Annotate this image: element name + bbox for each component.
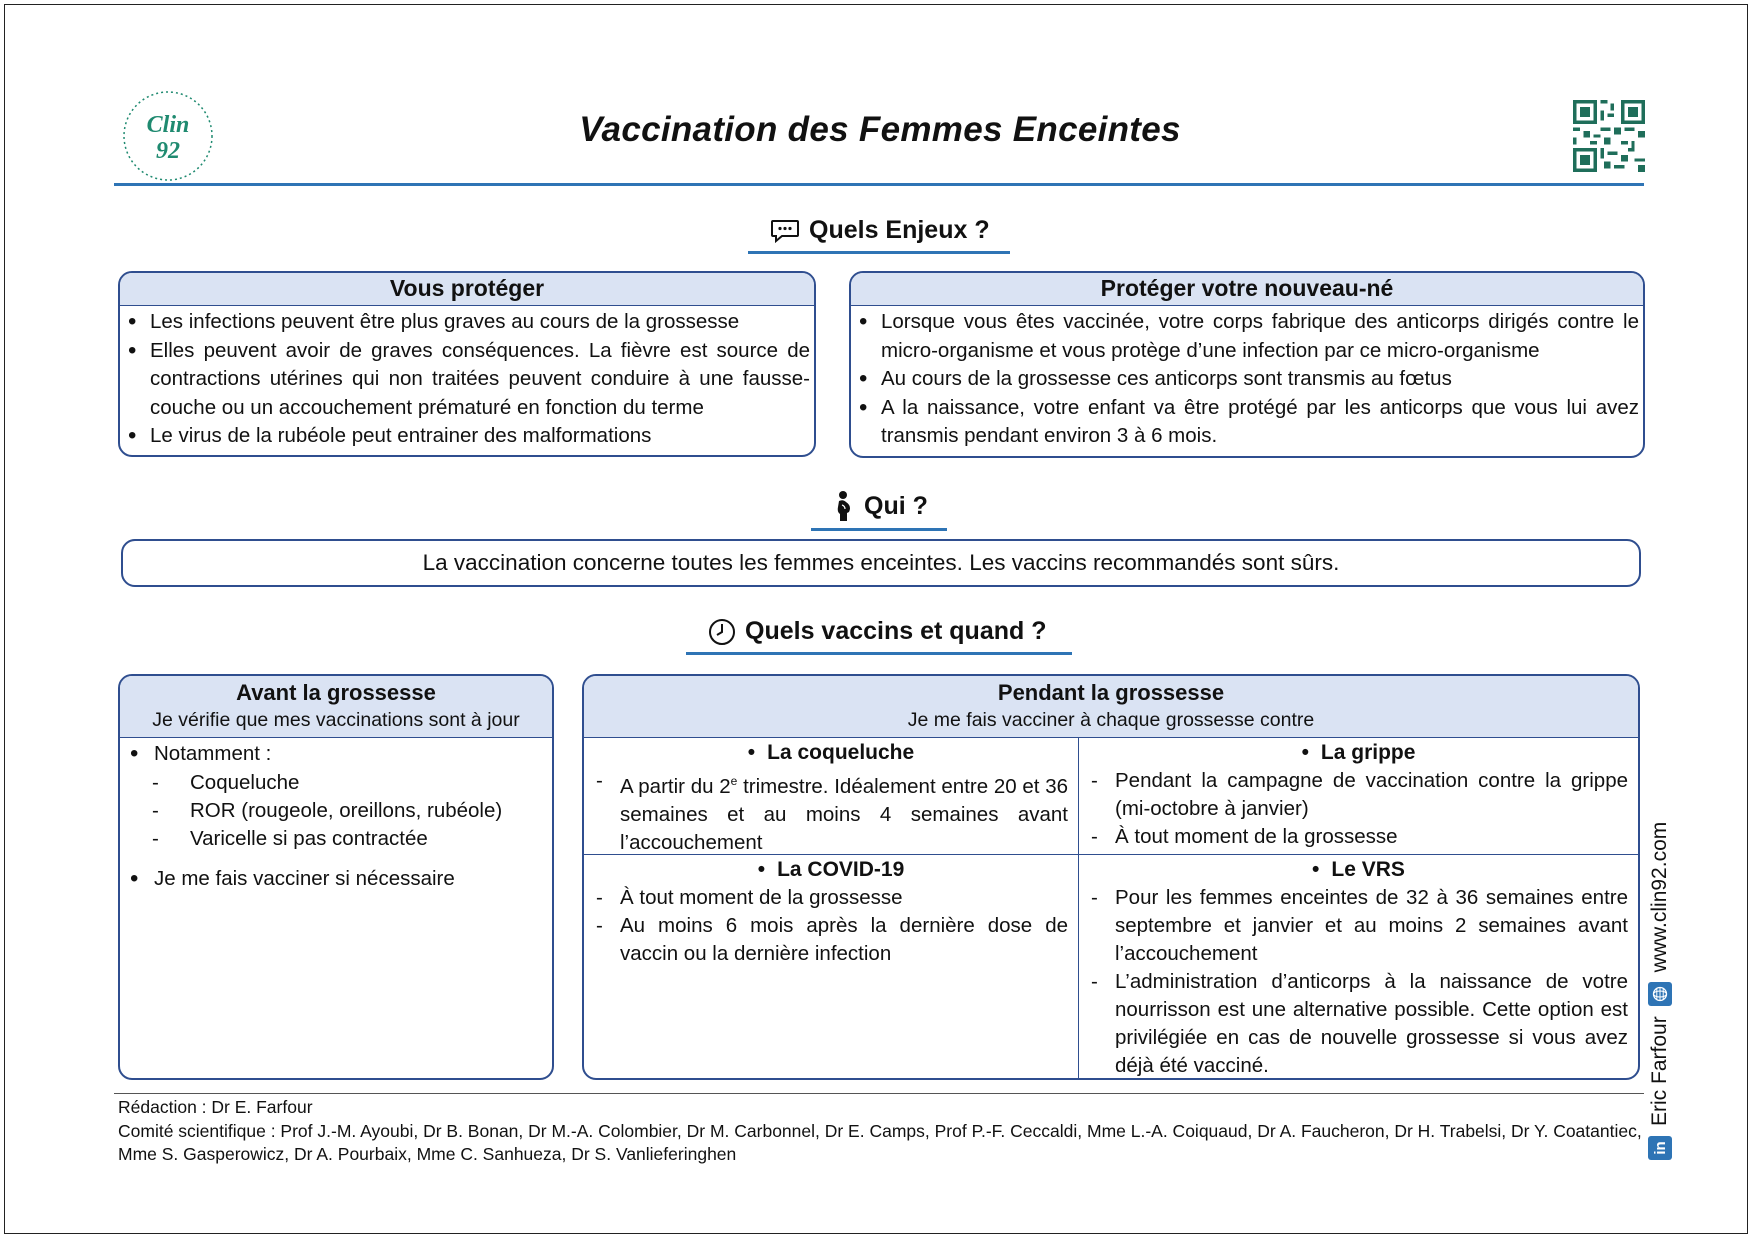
box-title: Protéger votre nouveau-né [851,273,1643,306]
speech-bubble-icon [770,219,800,243]
cell-coqueluche [584,738,1079,854]
svg-text:92: 92 [156,138,180,164]
clock-icon [708,618,736,646]
box-title: Avant la grossesse [236,680,436,705]
footer-divider [114,1093,1644,1094]
box-subtitle: Je vérifie que mes vaccinations sont à jour [152,709,520,731]
list-item: • A la naissance, votre enfant va être protégé par les anticorps que vous lui avez transmis pendant environ 3 à 6 mois. [859,394,1639,451]
footer-comite: Comité scientifique : Prof J.-M. Ayoubi, Dr B. Bonan, Dr M.-A. Colombier, Dr M. Carbonnel, Dr E. Camps, Prof P.-F. Ceccaldi, Mme L.-A. Coiquaud, Dr A. Faucheron, Dr H. Trabelsi, Dr Y. Coatantiec, Mme S. Gasperowicz, Dr A. Pourbaix, Mme C. Sanhueza, Dr S. Vanlieferinghen [118,1120,1642,1164]
list-item: • Lorsque vous êtes vaccinée, votre corps fabrique des anticorps dirigés contre le micro-organisme et vous protège d’une infection par ce micro-organisme [859,308,1639,365]
list-item: - À tout moment de la grossesse [1089,823,1628,851]
list-item: • Le virus de la rubéole peut entrainer des malformations [128,422,810,451]
box-subtitle: Je me fais vacciner à chaque grossesse contre [907,709,1315,731]
box-avant-grossesse: Avant la grossesse Je vérifie que mes vaccinations sont à jour • Notamment : - Coqueluche - ROR (rougeole, oreillons, rubéole) - Varicelle si pas contractée • Je me fais vacciner si nécessaire [118,674,554,1080]
pregnant-woman-icon [833,490,855,522]
list-item: - L’administration d’anticorps à la naissance de votre nourrisson est une alternative possible. Cette option est privilégiée en cas de nouvelle grossesse si vous avez déjà été vacciné. [1089,968,1628,1080]
qui-statement: La vaccination concerne toutes les femmes enceintes. Les vaccins recommandés sont sûrs. [121,539,1641,587]
website-link[interactable]: www.clin92.com [1648,821,1671,973]
vaccine-item: Varicelle si pas contractée [190,826,428,850]
list-item: • Les infections peuvent être plus graves au cours de la grossesse [128,308,810,337]
cell-covid [584,855,1079,1080]
footer-redaction: Rédaction : Dr E. Farfour [118,1097,313,1117]
cell-grippe [1079,738,1638,854]
list-item: - A partir du 2e trimestre. Idéalement entre 20 et 36 semaines et au moins 4 semaines avant l’accouchement [594,767,1068,857]
linkedin-icon[interactable]: in [1648,1136,1672,1160]
list-item: • Je me fais vacciner si nécessaire [130,865,548,894]
box-vous-proteger [118,271,816,457]
list-item: - Pendant la campagne de vaccination contre la grippe (mi-octobre à janvier) [1089,767,1628,823]
globe-icon[interactable] [1648,982,1672,1006]
list-item: - Pour les femmes enceintes de 32 à 36 semaines entre septembre et janvier et au moins 2 semaines avant l’accouchement [1089,884,1628,968]
cell-title: • La coqueluche [584,739,1078,767]
box-pendant-grossesse [582,674,1640,1080]
vaccine-item: Coqueluche [190,770,300,794]
section-heading-enjeux [748,216,1010,254]
box-proteger-nouveau-ne [849,271,1645,458]
list-item: • Au cours de la grossesse ces anticorps sont transmis au fœtus [859,365,1639,394]
box-title: Vous protéger [120,273,814,306]
cell-title: • La grippe [1079,739,1638,767]
page-title: Vaccination des Femmes Enceintes [579,110,1181,149]
header-divider [114,183,1644,186]
section-heading-text: Quels vaccins et quand ? [745,617,1047,645]
svg-text:Clin: Clin [146,112,190,138]
section-heading-vaccins [686,617,1072,655]
vaccine-item: ROR (rougeole, oreillons, rubéole) [190,798,503,822]
cell-vrs [1079,855,1638,1080]
footer [118,1096,1648,1167]
section-heading-text: Qui ? [864,491,928,520]
list-item: - À tout moment de la grossesse [594,884,1068,912]
list-item: • Notamment : [130,740,548,769]
section-heading-text: Quels Enjeux ? [809,216,990,244]
box-title: Pendant la grossesse [997,680,1225,705]
clin92-logo [120,88,216,184]
list-item: • Elles peuvent avoir de graves conséquences. La fièvre est source de contractions utérines qui non traitées peuvent conduire à une fausse-couche ou un accouchement prématuré en fonction du terme [128,337,810,423]
section-heading-qui [811,490,947,531]
author-link[interactable]: Eric Farfour [1648,1016,1671,1126]
list-item: - Au moins 6 mois après la dernière dose de vaccin ou la dernière infection [594,912,1068,968]
cell-title: • Le VRS [1079,856,1638,884]
cell-title: • La COVID-19 [584,856,1078,884]
qr-code-icon[interactable] [1573,100,1645,172]
side-credits [1648,800,1672,1160]
